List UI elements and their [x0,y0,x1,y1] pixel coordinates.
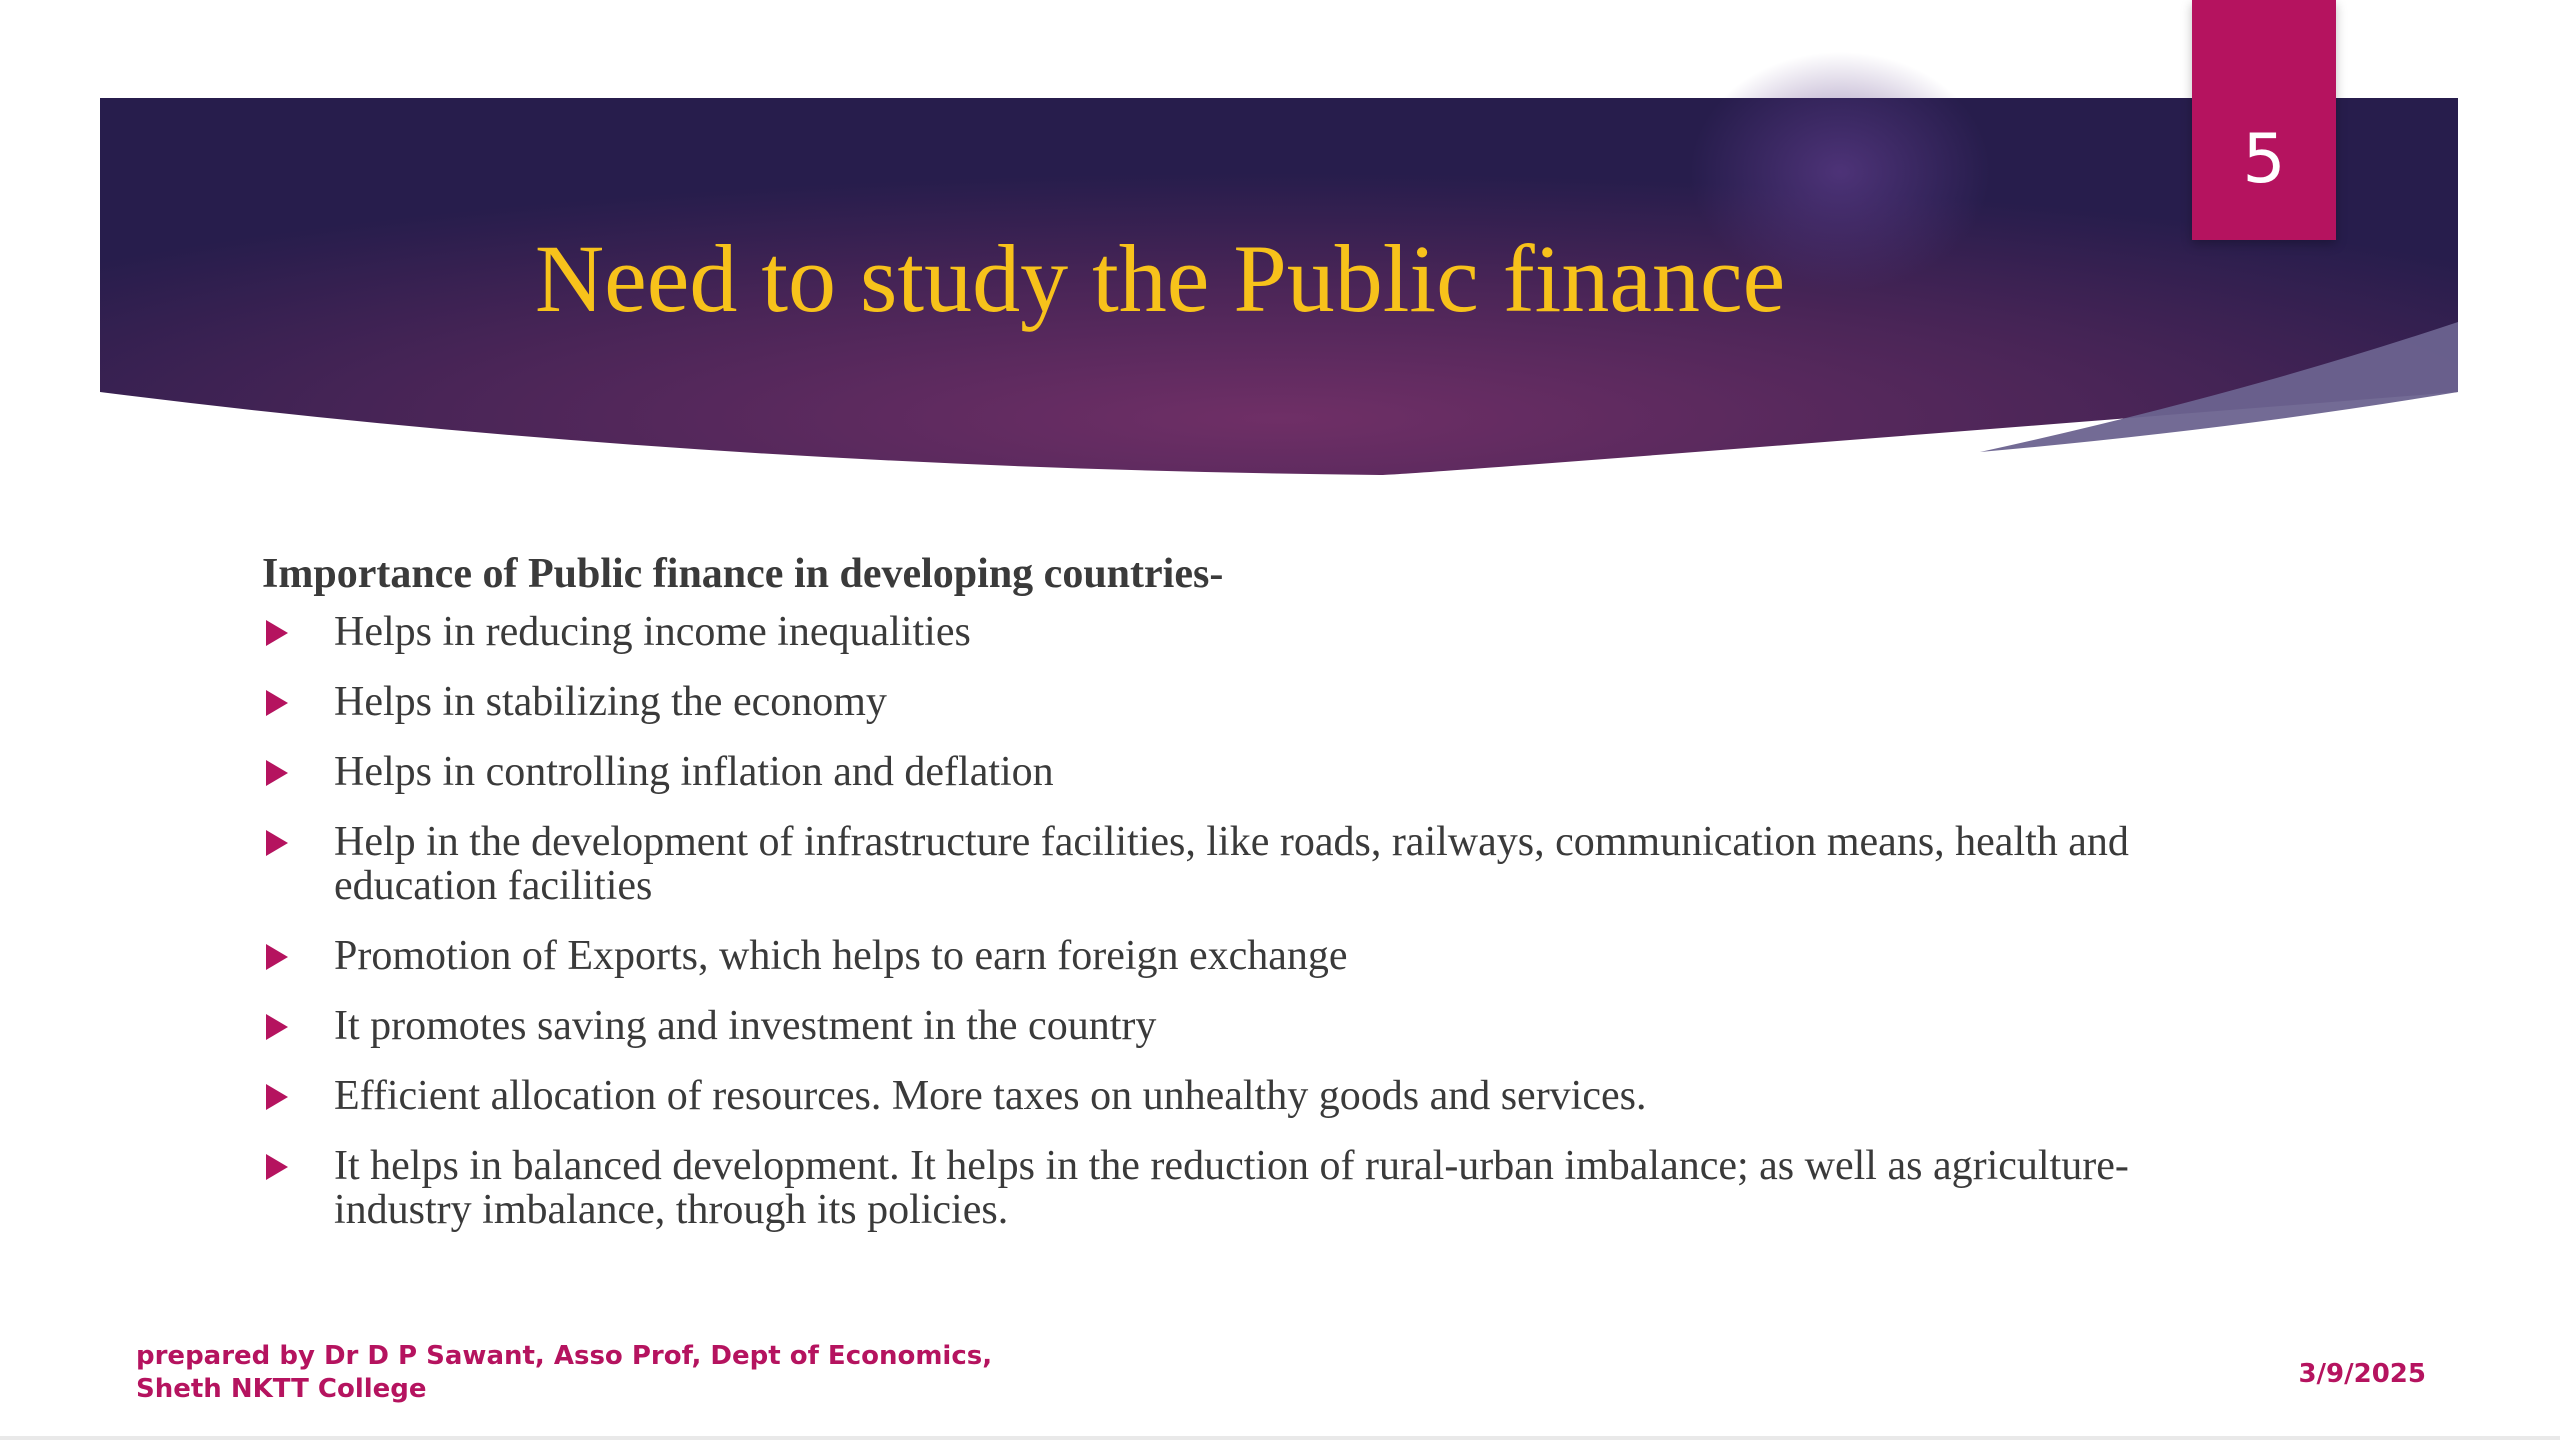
bottom-divider [0,1436,2560,1440]
footer-author-line-2: Sheth NKTT College [136,1374,427,1404]
footer-author-line-1: prepared by Dr D P Sawant, Asso Prof, Dept of Economics, [136,1341,993,1371]
bullet-item [262,1074,2162,1118]
triangle-right-icon [266,690,288,716]
bullet-item [262,820,2162,908]
triangle-right-icon [266,944,288,970]
triangle-right-icon [266,1154,288,1180]
triangle-right-icon [266,620,288,646]
bullet-text: Helps in controlling inflation and deflation [334,749,1054,795]
bullet-list [262,610,2162,1232]
bullet-item [262,934,2162,978]
footer-author [136,1340,992,1406]
bullet-text: Helps in stabilizing the economy [334,679,887,725]
triangle-right-icon [266,830,288,856]
triangle-right-icon [266,1084,288,1110]
bullet-item [262,1144,2162,1232]
bullet-item [262,750,2162,794]
slide-number: 5 [2242,120,2286,199]
bullet-text: Help in the development of infrastructure facilities, like roads, railways, communication means, health and education facilities [334,819,2129,909]
footer-date: 3/9/2025 [2298,1359,2426,1389]
bullet-text: It promotes saving and investment in the country [334,1003,1157,1049]
triangle-right-icon [266,760,288,786]
triangle-right-icon [266,1014,288,1040]
slide-number-badge [2192,0,2336,240]
content-heading: Importance of Public finance in developing countries- [262,551,1224,597]
slide-title: Need to study the Public finance [534,225,1786,332]
bullet-text: Helps in reducing income inequalities [334,609,971,655]
bullet-text: It helps in balanced development. It helps in the reduction of rural-urban imbalance; as well as agriculture-industry imbalance, through its policies. [334,1143,2129,1233]
bullet-item [262,680,2162,724]
bullet-text: Efficient allocation of resources. More taxes on unhealthy goods and services. [334,1073,1647,1119]
bullet-item [262,1004,2162,1048]
slide-content [262,548,2162,1258]
bullet-text: Promotion of Exports, which helps to earn foreign exchange [334,933,1348,979]
bullet-item [262,610,2162,654]
